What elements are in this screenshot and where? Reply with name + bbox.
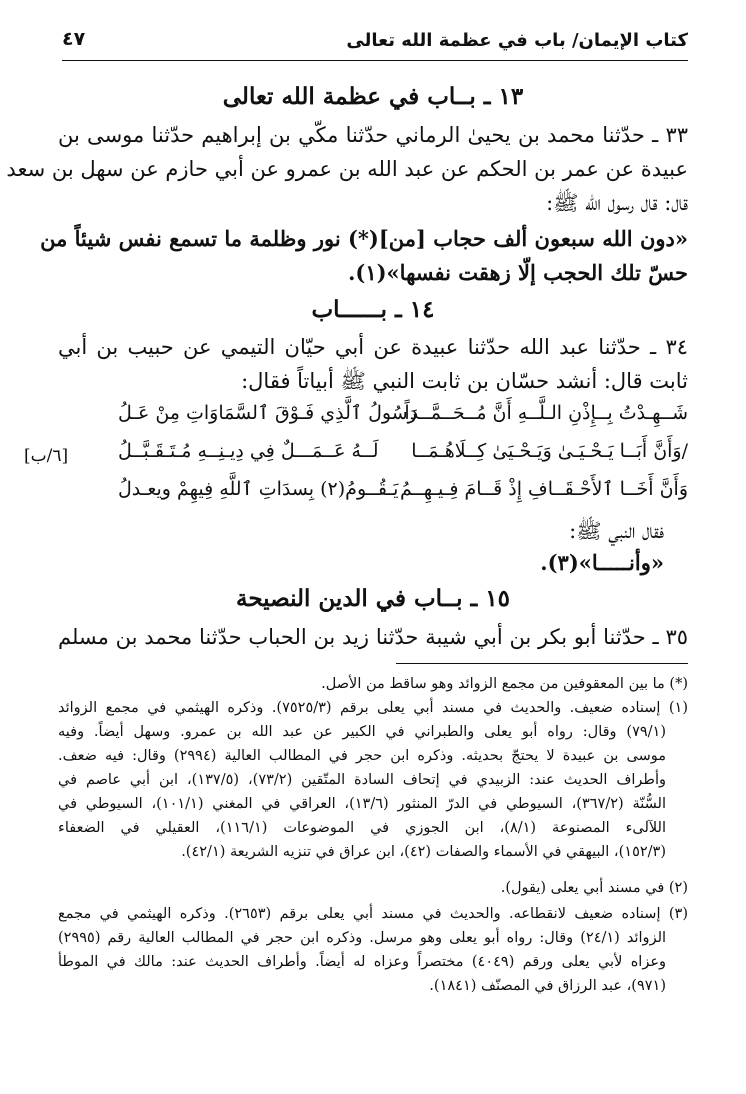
hadith-34-reply-intro: فقال النبي ﷺ: <box>569 519 664 543</box>
chapter-heading-14: ١٤ ـ بــــــاب <box>311 296 435 323</box>
verse-1-first-hemistich: شَــهِـدْتُ بِــإِذْنِ الـلَّــهِ أَنَّ مُــحَــمَّــداً <box>404 402 688 424</box>
hadith-35-line-1: ٣٥ ـ حدّثنا أبو بكر بن أبي شيبة حدّثنا زيد بن الحباب حدّثنا محمد بن مسلم <box>58 625 688 649</box>
footnote-2: (٢) في مسند أبي يعلى (يقول). <box>500 880 688 896</box>
footnote-3-line-1: (٣) إسناده ضعيف لانقطاعه. والحديث في مسند أبي يعلى برقم (٢٦٥٣). وذكره الهيثمي في مجمع <box>58 906 688 922</box>
footnote-3-line-2: الزوائد (٢٤/١) وقال: رواه أبو يعلى وهو مرسل. وذكره ابن حجر في المطالب العالية رقم (٢٩٩٥) <box>58 930 667 946</box>
hadith-34-line-2: ثابت قال: أنشد حسّان بن ثابت النبي ﷺ أبياتاً فقال: <box>241 369 688 393</box>
footnote-3-line-3: وعزاه لأبي يعلى ورقم (٤٠٤٩) مختصراً وعزاه له أيضاً. وأطراف الحديث عند: مالك في الموطأ <box>58 954 666 970</box>
hadith-33-line-3: قال: قال رسول الله ﷺ: <box>546 191 688 215</box>
verse-2-first-hemistich: /وَأَنَّ أَبَــا يَـحْـيَـىٰ وَيَـحْـيَىٰ كِــلَاهُـمَــا <box>411 440 688 462</box>
hadith-33-matn-line-1: «دون الله سبعون ألف حجاب [من](*) نور وظلمة ما تسمع نفس شيئاً من <box>40 226 688 251</box>
footnote-star: (*) ما بين المعقوفين من مجمع الزوائد وهو ساقط من الأصل. <box>321 676 688 692</box>
verse-3-second-hemistich: يَـقُــومُ(٢) بِسدَاتِ ٱللَّهِ فِيهِمْ ويعـدلُ <box>118 478 399 500</box>
manuscript-folio-mark: [٦/ب] <box>24 446 69 466</box>
hadith-33-line-2: عبيدة عن عمر بن الحكم عن عبد الله بن عمرو عن أبي حازم عن سهل بن سعد <box>6 157 688 181</box>
hadith-34-line-1: ٣٤ ـ حدّثنا عبد الله حدّثنا عبيدة عن أبي حيّان التيمي عن حبيب بن أبي <box>58 335 688 359</box>
footnote-1-line-2: (٧٩/١) وقال: رواه أبو يعلى والطبراني في الكبير عن عبد الله بن عمرو. وسهل أيضاً. وفيه <box>58 724 666 740</box>
poem-verse-1 <box>118 402 688 436</box>
footnote-1-line-5: السُّنّة (٣٦٧/٢)، السيوطي في الدرّ المنثور (١٣/٦)، العراقي في المغني (١٠١/١)، السيوطي في <box>58 796 666 812</box>
verse-3-first-hemistich: وَأَنَّ أَخَــا ٱلأَحْـقَــافِ إِذْ قَــامَ فِـيـهِــمُ <box>399 478 688 500</box>
hadith-34-reply: «وأنـــــا»(٣). <box>540 550 664 575</box>
hadith-33-line-1: ٣٣ ـ حدّثنا محمد بن يحيىٰ الرماني حدّثنا مكّي بن إبراهيم حدّثنا موسى بن <box>58 123 688 147</box>
footnote-1-line-6: اللآلىء المصنوعة (٨/١)، ابن الجوزي في الموضوعات (١١٦/١)، العقيلي في الضعفاء <box>58 820 667 836</box>
footnote-1-line-7: (١٥٢/٣)، البيهقي في الأسماء والصفات (٤٢)، ابن عراق في تنزيه الشريعة (٤٢/١). <box>181 844 666 860</box>
verse-2-second-hemistich: لَــهُ عَــمَـــلٌ فِي دِيـنِــهِ مُـتَـقَـبَّــلُ <box>118 440 379 462</box>
hadith-33-matn-line-2: حسّ تلك الحجب إلّا زهقت نفسها»(١). <box>348 260 688 285</box>
verse-1-second-hemistich: رَسُولُ ٱلَّذِي فَـوْقَ ٱلسَّمَاوَاتِ مِنْ عَـلُ <box>118 402 417 424</box>
running-title: كتاب الإيمان/ باب في عظمة الله تعالى <box>346 30 688 51</box>
page-number: ٤٧ <box>62 28 86 50</box>
footnote-1-line-1: (١) إسناده ضعيف. والحديث في مسند أبي يعلى برقم (٧٥٢٥/٣). وذكره الهيثمي في مجمع الزوائد <box>58 700 688 716</box>
poem-verse-2 <box>118 440 688 474</box>
footnote-1-line-4: وأطراف الحديث عند: الزبيدي في إتحاف السادة المتّقين (٧٣/٢)، (١٣٧/٥)، ابن أبي عاصم في <box>58 772 666 788</box>
poem-verse-3 <box>118 478 688 512</box>
page-header <box>62 26 688 61</box>
footnote-1-line-3: موسى بن عبيدة لا يحتجّ بحديثه. وذكره ابن حجر في المطالب العالية (٢٩٩٤) وقال: فيه ضعف. <box>58 748 666 764</box>
chapter-heading-15: ١٥ ـ بــاب في الدين النصيحة <box>236 585 510 612</box>
footnote-3-line-4: (٩٧١)، عبد الرزاق في المصنّف (١٨٤١). <box>429 978 666 994</box>
footnote-divider <box>396 663 688 664</box>
chapter-heading-13: ١٣ ـ بــاب في عظمة الله تعالى <box>222 83 524 110</box>
